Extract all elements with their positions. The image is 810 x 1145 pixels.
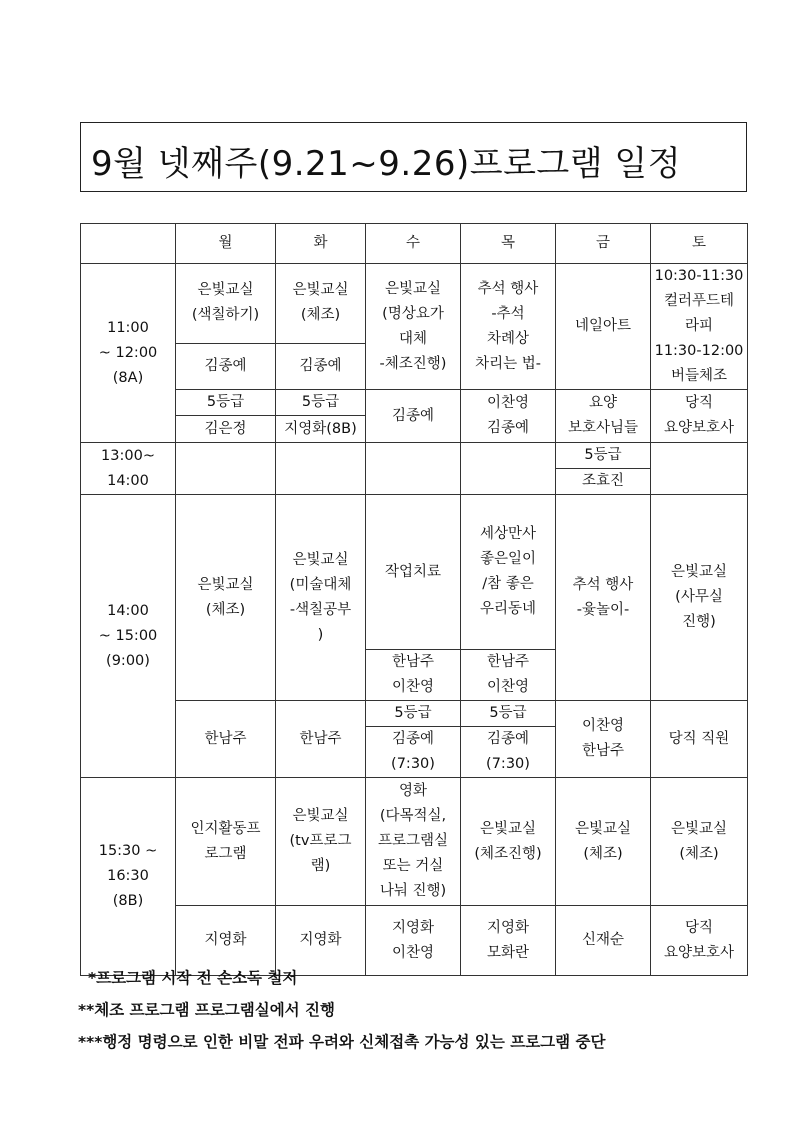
staff-cell: 당직 직원	[651, 701, 748, 778]
program-cell: 은빛교실 (tv프로그 램)	[276, 778, 366, 906]
program-cell: 추석 행사 -윷놀이-	[556, 495, 651, 701]
empty-cell	[276, 443, 366, 495]
program-cell: 은빛교실 (체조)	[556, 778, 651, 906]
staff-cell: 요양 보호사님들	[556, 390, 651, 443]
grade-cell: 5등급	[556, 443, 651, 469]
staff-cell: 김종예 (7:30)	[366, 727, 461, 778]
day-header: 화	[276, 224, 366, 264]
day-header: 금	[556, 224, 651, 264]
staff-cell: 한남주 이찬영	[461, 650, 556, 701]
note-item: *프로그램 시작 전 손소독 철저	[88, 969, 298, 987]
program-cell: 은빛교실 (체조)	[176, 495, 276, 701]
day-header: 목	[461, 224, 556, 264]
staff-cell: 이찬영 한남주	[556, 701, 651, 778]
table-row	[81, 778, 748, 906]
program-cell: 은빛교실 (체조)	[651, 778, 748, 906]
program-cell: 은빛교실 (색칠하기)	[176, 264, 276, 344]
program-cell: 은빛교실 (체조)	[276, 264, 366, 344]
grade-cell: 5등급	[276, 390, 366, 416]
title-box	[80, 122, 747, 192]
time-cell: 15:30 ~ 16:30 (8B)	[81, 778, 176, 976]
table-row	[81, 264, 748, 344]
staff-cell: 당직 요양보호사	[651, 390, 748, 443]
staff-cell: 신재순	[556, 906, 651, 976]
program-cell: 추석 행사 -추석 차례상 차리는 법-	[461, 264, 556, 390]
staff-cell: 지영화(8B)	[276, 416, 366, 443]
day-header: 수	[366, 224, 461, 264]
staff-cell: 김종예	[276, 343, 366, 389]
staff-cell: 김종예	[366, 390, 461, 443]
time-cell: 14:00 ~ 15:00 (9:00)	[81, 495, 176, 778]
staff-cell: 김종예 (7:30)	[461, 727, 556, 778]
schedule-table	[80, 223, 748, 976]
time-cell: 13:00~ 14:00	[81, 443, 176, 495]
staff-cell: 김종예	[176, 343, 276, 389]
notes	[78, 962, 605, 1058]
page-title: 9월 넷째주(9.21~9.26)프로그램 일정	[91, 144, 682, 184]
staff-cell: 한남주 이찬영	[366, 650, 461, 701]
program-cell: 세상만사 좋은일이 /참 좋은 우리동네	[461, 495, 556, 650]
note-item: ***행정 명령으로 인한 비말 전파 우려와 신체접촉 가능성 있는 프로그램 중단	[78, 1033, 606, 1051]
staff-cell: 지영화	[276, 906, 366, 976]
program-cell: 은빛교실 (체조진행)	[461, 778, 556, 906]
staff-cell: 한남주	[176, 701, 276, 778]
table-row	[81, 701, 748, 727]
corner-cell	[81, 224, 176, 264]
staff-cell: 조효진	[556, 469, 651, 495]
grade-cell: 5등급	[461, 701, 556, 727]
program-cell: 은빛교실 (미술대체 -색칠공부 )	[276, 495, 366, 701]
grade-cell: 5등급	[366, 701, 461, 727]
empty-cell	[366, 443, 461, 495]
empty-cell	[461, 443, 556, 495]
time-cell: 11:00 ~ 12:00 (8A)	[81, 264, 176, 443]
program-cell: 작업치료	[366, 495, 461, 650]
program-cell: 인지활동프 로그램	[176, 778, 276, 906]
staff-cell: 이찬영 김종예	[461, 390, 556, 443]
program-cell: 10:30-11:30 컬러푸드테 라피 11:30-12:00 버들체조	[651, 264, 748, 390]
staff-cell: 당직 요양보호사	[651, 906, 748, 976]
staff-cell: 김은정	[176, 416, 276, 443]
table-row	[81, 390, 748, 416]
staff-cell: 지영화	[176, 906, 276, 976]
day-header: 토	[651, 224, 748, 264]
program-cell: 영화 (다목적실, 프로그램실 또는 거실 나눠 진행)	[366, 778, 461, 906]
staff-cell: 지영화 모화란	[461, 906, 556, 976]
table-row	[81, 443, 748, 469]
day-header: 월	[176, 224, 276, 264]
staff-cell: 한남주	[276, 701, 366, 778]
program-cell: 은빛교실 (사무실 진행)	[651, 495, 748, 701]
program-cell: 은빛교실 (명상요가 대체 -체조진행)	[366, 264, 461, 390]
empty-cell	[651, 443, 748, 495]
staff-cell: 지영화 이찬영	[366, 906, 461, 976]
empty-cell	[176, 443, 276, 495]
program-cell: 네일아트	[556, 264, 651, 390]
note-item: **체조 프로그램 프로그램실에서 진행	[78, 1001, 335, 1019]
grade-cell: 5등급	[176, 390, 276, 416]
table-row	[81, 495, 748, 650]
table-header-row	[81, 224, 748, 264]
